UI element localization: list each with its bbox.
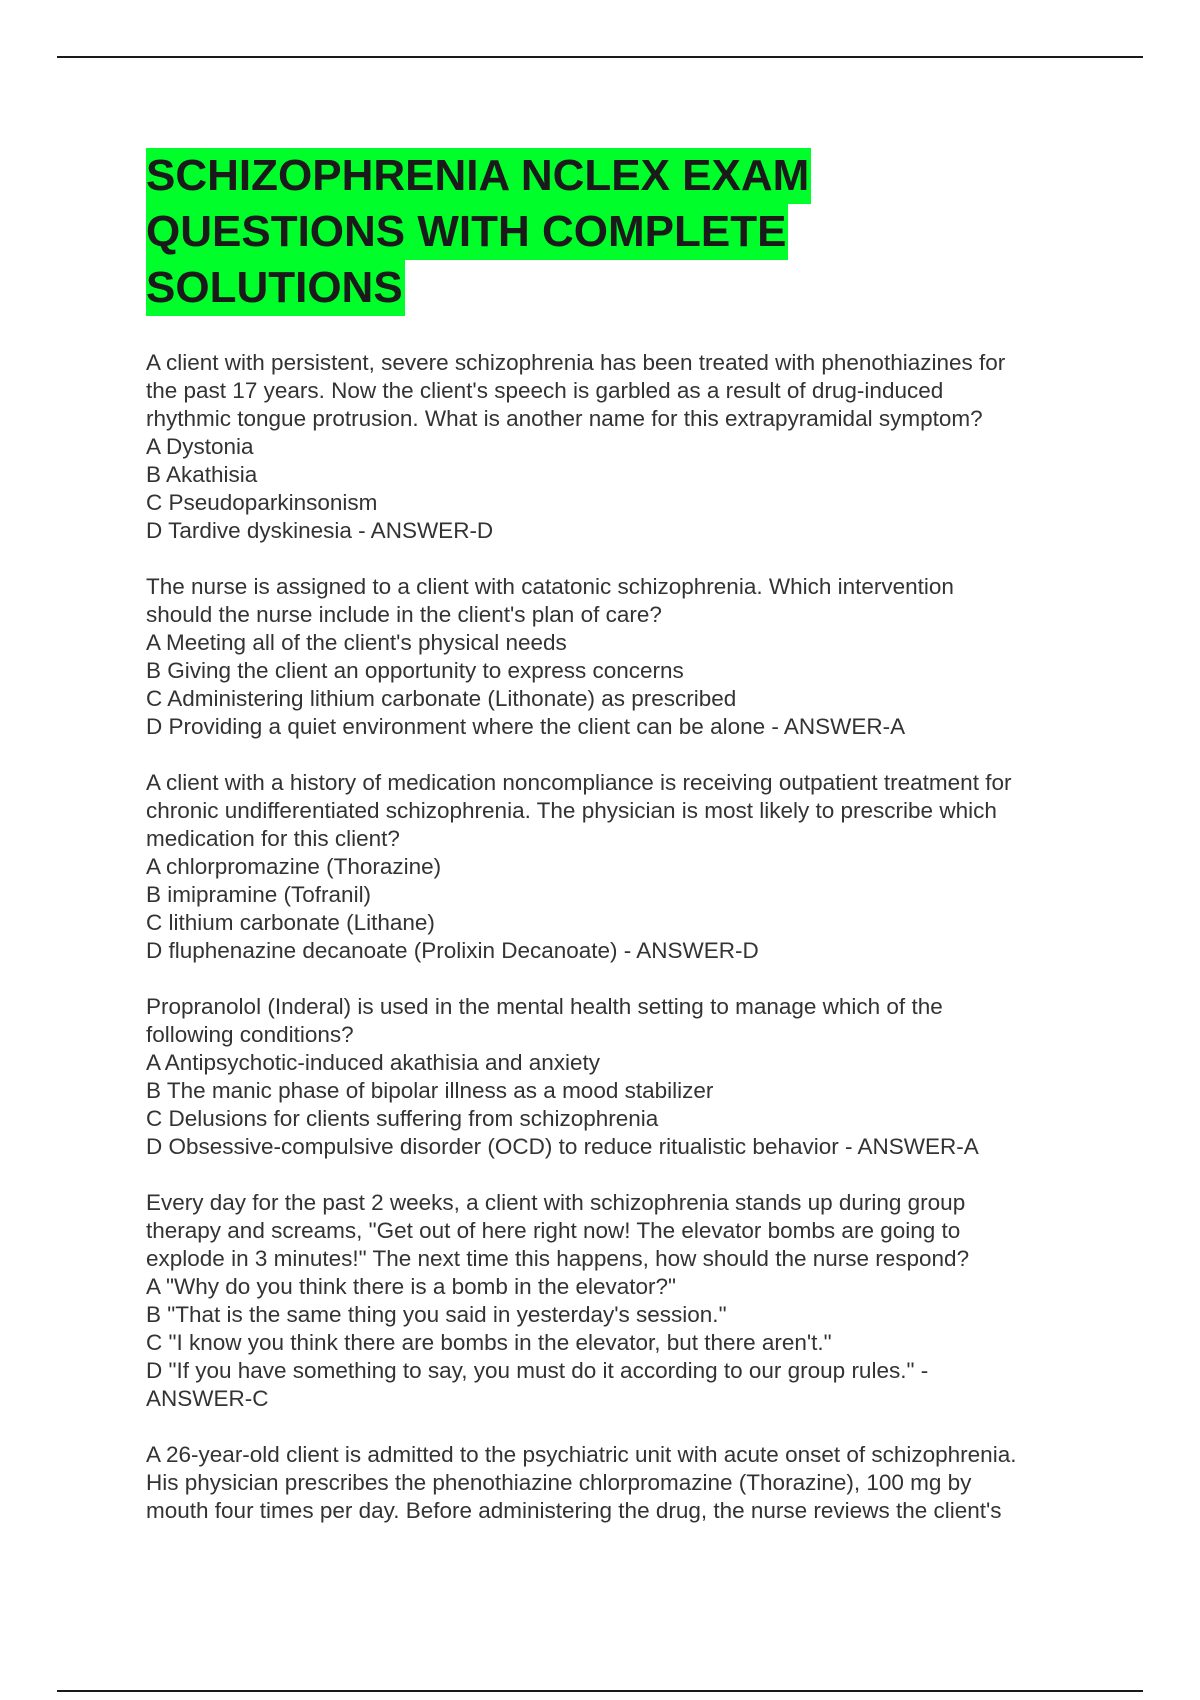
question-block: [146, 573, 1106, 741]
document-title: [146, 148, 1106, 316]
question-text-line: D Obsessive-compulsive disorder (OCD) to reduce ritualistic behavior - ANSWER-A: [146, 1134, 979, 1159]
question-block: [146, 769, 1106, 965]
question-text-line: C lithium carbonate (Lithane): [146, 910, 435, 935]
question-text-line: should the nurse include in the client's plan of care?: [146, 602, 662, 627]
question-text-line: A 26-year-old client is admitted to the psychiatric unit with acute onset of schizophrenia.: [146, 1442, 1017, 1467]
question-text-line: mouth four times per day. Before administering the drug, the nurse reviews the client's: [146, 1498, 1002, 1523]
question-text-line: A "Why do you think there is a bomb in the elevator?": [146, 1274, 677, 1299]
question-text-line: Every day for the past 2 weeks, a client with schizophrenia stands up during group: [146, 1190, 966, 1215]
question-block: [146, 993, 1106, 1161]
title-line: SCHIZOPHRENIA NCLEX EXAM: [146, 148, 811, 204]
question-text-line: B Giving the client an opportunity to express concerns: [146, 658, 684, 683]
question-text-line: A Antipsychotic-induced akathisia and anxiety: [146, 1050, 601, 1075]
question-text-line: His physician prescribes the phenothiazine chlorpromazine (Thorazine), 100 mg by: [146, 1470, 972, 1495]
question-text-line: therapy and screams, "Get out of here right now! The elevator bombs are going to: [146, 1218, 961, 1243]
question-text-line: D "If you have something to say, you must do it according to our group rules." -: [146, 1358, 929, 1383]
question-block: [146, 1189, 1106, 1413]
question-text-line: B Akathisia: [146, 462, 258, 487]
question-text-line: the past 17 years. Now the client's speech is garbled as a result of drug-induced: [146, 378, 944, 403]
question-text-line: medication for this client?: [146, 826, 400, 851]
question-text-line: A Dystonia: [146, 434, 254, 459]
title-line: QUESTIONS WITH COMPLETE: [146, 204, 788, 260]
question-text-line: rhythmic tongue protrusion. What is another name for this extrapyramidal symptom?: [146, 406, 983, 431]
question-text-line: D Tardive dyskinesia - ANSWER-D: [146, 518, 494, 543]
question-text-line: A chlorpromazine (Thorazine): [146, 854, 442, 879]
question-text-line: A client with a history of medication noncompliance is receiving outpatient treatment for: [146, 770, 1012, 795]
question-text-line: C Pseudoparkinsonism: [146, 490, 378, 515]
question-text-line: A Meeting all of the client's physical needs: [146, 630, 567, 655]
question-block: [146, 1441, 1106, 1525]
question-text-line: C Delusions for clients suffering from schizophrenia: [146, 1106, 659, 1131]
question-text-line: Propranolol (Inderal) is used in the mental health setting to manage which of the: [146, 994, 943, 1019]
question-text-line: C "I know you think there are bombs in the elevator, but there aren't.": [146, 1330, 832, 1355]
question-text-line: B The manic phase of bipolar illness as a mood stabilizer: [146, 1078, 714, 1103]
top-rule: [57, 56, 1143, 58]
question-text-line: following conditions?: [146, 1022, 354, 1047]
question-block: [146, 349, 1106, 545]
question-list: [146, 349, 1106, 1525]
question-text-line: C Administering lithium carbonate (Lithonate) as prescribed: [146, 686, 737, 711]
question-text-line: B "That is the same thing you said in yesterday's session.": [146, 1302, 727, 1327]
title-line: SOLUTIONS: [146, 260, 405, 316]
document-body: [146, 148, 1106, 1553]
question-text-line: B imipramine (Tofranil): [146, 882, 372, 907]
question-text-line: The nurse is assigned to a client with catatonic schizophrenia. Which intervention: [146, 574, 954, 599]
question-text-line: D Providing a quiet environment where the client can be alone - ANSWER-A: [146, 714, 906, 739]
question-text-line: D fluphenazine decanoate (Prolixin Decanoate) - ANSWER-D: [146, 938, 759, 963]
question-text-line: chronic undifferentiated schizophrenia. The physician is most likely to prescribe which: [146, 798, 997, 823]
question-text-line: explode in 3 minutes!" The next time this happens, how should the nurse respond?: [146, 1246, 970, 1271]
bottom-rule: [57, 1690, 1143, 1692]
question-text-line: A client with persistent, severe schizophrenia has been treated with phenothiazines for: [146, 350, 1006, 375]
question-text-line: ANSWER-C: [146, 1386, 269, 1411]
